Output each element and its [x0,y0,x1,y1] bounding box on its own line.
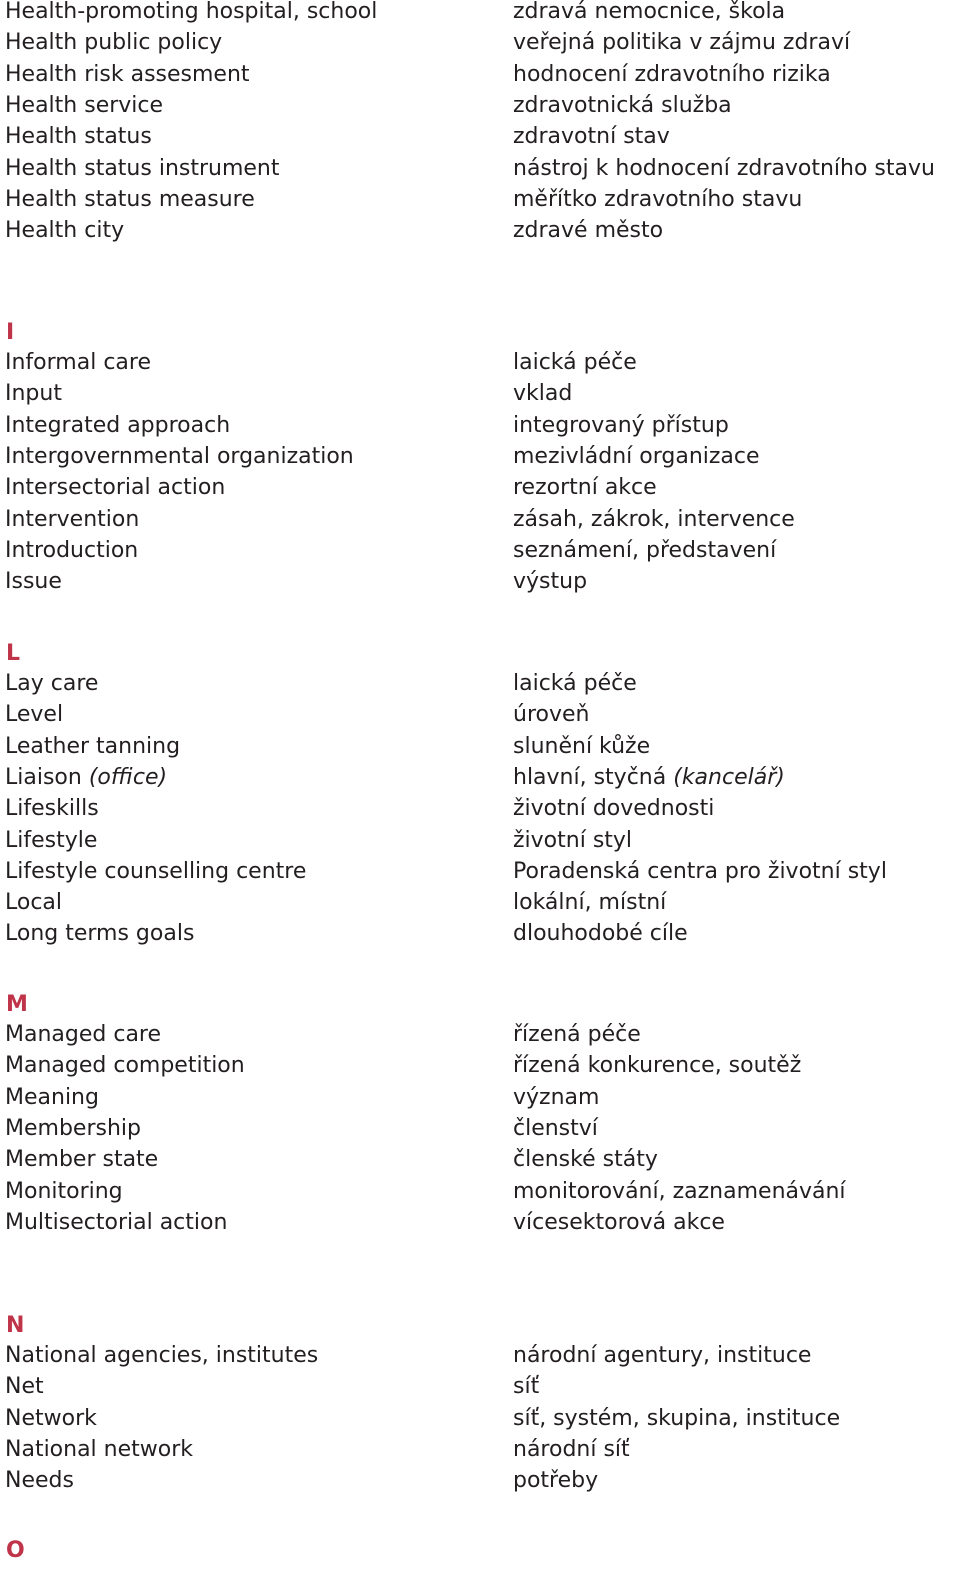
czech-term: měřítko zdravotního stavu [513,186,803,212]
glossary-entry [0,347,960,378]
glossary-entry [0,1207,960,1238]
glossary-entry [0,1082,960,1113]
glossary-entry [0,472,960,503]
section-letter: M [6,992,28,1017]
english-term: Issue [5,569,62,595]
english-term: Health city [5,218,125,244]
english-term: Monitoring [5,1178,123,1204]
glossary-entry [0,1371,960,1402]
czech-term: výstup [513,569,588,595]
czech-term: úroveň [513,702,590,728]
english-term: Health public policy [5,30,223,56]
english-term: Informal care [5,350,151,375]
czech-term: síť, systém, skupina, instituce [513,1405,841,1431]
czech-term: životní dovednosti [513,796,715,822]
english-term: Level [5,702,64,728]
english-term: Leather tanning [5,733,181,759]
czech-term: dlouhodobé cíle [513,921,688,947]
section-letter: N [6,1313,25,1338]
english-term: Network [5,1405,97,1431]
czech-term: vícesektorová akce [513,1209,725,1235]
english-term: Meaning [5,1084,99,1110]
czech-term: členské státy [513,1147,658,1173]
english-term: Long terms goals [5,921,195,947]
czech-term: životní styl [513,827,633,853]
czech-term-note: (kancelář) [673,764,785,790]
czech-term: slunění kůže [513,733,651,759]
english-term-text: Liaison [5,764,82,790]
czech-term: zdravá nemocnice, škola [513,0,786,24]
english-term: Health-promoting hospital, school [5,0,378,24]
english-term: Lifeskills [5,796,99,822]
english-term: National network [5,1436,194,1462]
czech-term: lokální, místní [513,890,667,916]
czech-term: členství [513,1115,598,1141]
czech-term: význam [513,1084,600,1110]
english-term: Lifestyle [5,827,98,853]
english-term: Intersectorial action [5,475,226,501]
glossary-entry [0,918,960,949]
glossary-entry [0,1113,960,1144]
english-term: Managed care [5,1022,162,1047]
english-term: Introduction [5,537,139,563]
english-term: Needs [5,1468,74,1494]
glossary-entry [0,1019,960,1050]
english-term: Local [5,890,63,916]
english-term: Health status instrument [5,155,280,181]
czech-term: mezivládní organizace [513,443,760,469]
glossary-entry [0,1340,960,1371]
czech-term: Poradenská centra pro životní styl [513,858,887,884]
czech-term: hodnocení zdravotního rizika [513,61,831,87]
glossary-entry [0,1144,960,1175]
glossary-entry [0,153,960,184]
glossary-entry [0,378,960,409]
czech-term: zdravé město [513,218,664,244]
czech-term: nástroj k hodnocení zdravotního stavu [513,155,935,181]
czech-term: seznámení, představení [513,537,777,563]
czech-term: národní agentury, instituce [513,1343,812,1368]
czech-term: laická péče [513,350,637,375]
czech-term: zásah, zákrok, intervence [513,506,795,532]
section-letter: I [6,320,15,345]
glossary-entry [0,0,960,27]
glossary-entry [0,184,960,215]
english-term [5,762,167,793]
glossary-entry [0,825,960,856]
english-term: Health status [5,124,152,150]
english-term: Multisectorial action [5,1209,228,1235]
glossary-entry [0,27,960,58]
glossary-entry [0,793,960,824]
czech-term: potřeby [513,1468,599,1494]
english-term: Lay care [5,671,99,696]
glossary-entry [0,762,960,793]
glossary-entry [0,1434,960,1465]
czech-term: zdravotnická služba [513,92,732,118]
czech-term: laická péče [513,671,637,696]
glossary-entry [0,887,960,918]
glossary-entry [0,535,960,566]
czech-term: monitorování, zaznamenávání [513,1178,846,1204]
english-term: Intervention [5,506,140,532]
glossary-entry [0,731,960,762]
english-term: Member state [5,1147,159,1173]
section-letter: O [6,1538,25,1563]
english-term: Integrated approach [5,412,231,438]
glossary-entry [0,121,960,152]
czech-term: veřejná politika v zájmu zdraví [513,30,851,56]
glossary-entry [0,1465,960,1496]
english-term: Managed competition [5,1053,245,1079]
glossary-entry [0,215,960,246]
czech-term: řízená konkurence, soutěž [513,1053,802,1079]
czech-term [513,762,785,793]
english-term: Input [5,381,62,407]
english-term: Health risk assesment [5,61,250,87]
czech-term-text: hlavní, styčná [513,764,667,790]
czech-term: rezortní akce [513,475,657,501]
glossary-entry [0,504,960,535]
glossary-entry [0,856,960,887]
english-term: Health service [5,92,164,118]
english-term: Net [5,1374,44,1400]
section-letter: L [6,641,21,666]
czech-term: zdravotní stav [513,124,670,150]
glossary-entry [0,699,960,730]
english-term: Intergovernmental organization [5,443,354,469]
english-term: Membership [5,1115,141,1141]
czech-term: integrovaný přístup [513,412,729,438]
glossary-entry [0,1403,960,1434]
english-term: National agencies, institutes [5,1343,319,1368]
glossary-entry [0,668,960,699]
czech-term: řízená péče [513,1022,641,1047]
english-term: Lifestyle counselling centre [5,858,307,884]
glossary-entry [0,90,960,121]
glossary-entry [0,1176,960,1207]
czech-term: síť [513,1374,540,1400]
english-term-note: (office) [88,764,168,790]
czech-term: vklad [513,381,573,407]
glossary-entry [0,59,960,90]
glossary-entry [0,410,960,441]
czech-term: národní síť [513,1436,630,1462]
glossary-entry [0,566,960,597]
glossary-entry [0,441,960,472]
english-term: Health status measure [5,186,255,212]
glossary-entry [0,1050,960,1081]
